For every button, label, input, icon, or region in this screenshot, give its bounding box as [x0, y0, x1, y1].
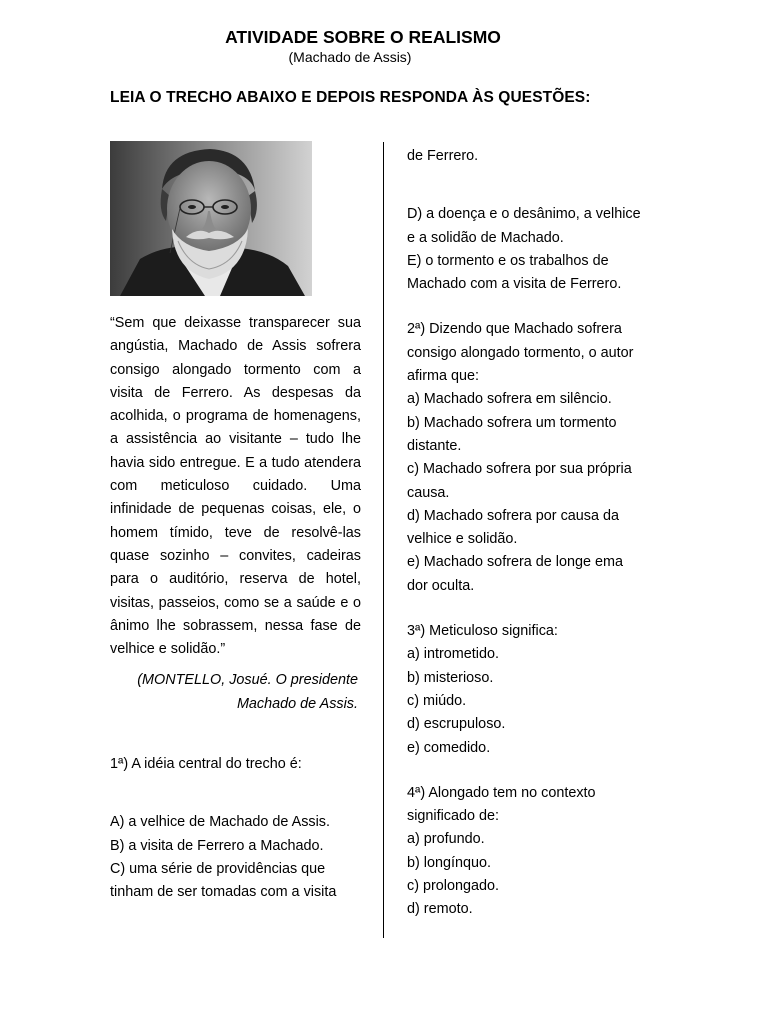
question-4: [407, 782, 667, 922]
worksheet-title: ATIVIDADE SOBRE O REALISMO: [225, 27, 501, 47]
question-3: [407, 620, 667, 760]
option-a: a) profundo.: [407, 831, 485, 848]
right-column: [407, 145, 667, 922]
question-4-prompt: significado de:: [407, 808, 500, 825]
option-a: a) Machado sofrera em silêncio.: [407, 391, 612, 408]
question-3-prompt: 3ª) Meticuloso significa:: [407, 623, 558, 640]
option-e: E) o tormento e os trabalhos de: [407, 252, 609, 269]
portrait-photo: [110, 141, 312, 296]
option-e: e) comedido.: [407, 739, 491, 756]
instruction-heading: LEIA O TRECHO ABAIXO E DEPOIS RESPONDA ÀS QUESTÕES:: [110, 89, 591, 106]
option-d: d) Machado sofrera por causa da: [407, 507, 619, 524]
option-e-continued: dor oculta.: [407, 577, 475, 594]
question-2-prompt: afirma que:: [407, 368, 479, 385]
option-c-continued: tinham de ser tomadas com a visita: [110, 884, 337, 901]
option-b: b) Machado sofrera um tormento: [407, 414, 617, 431]
question-1-options-continued: [407, 203, 667, 296]
question-2: [407, 318, 667, 598]
question-1-prompt: 1ª) A idéia central do trecho é:: [110, 756, 302, 773]
question-2-prompt: 2ª) Dizendo que Machado sofrera: [407, 321, 622, 338]
option-d: d) remoto.: [407, 901, 473, 918]
option-e: e) Machado sofrera de longe ema: [407, 554, 623, 571]
option-a: A) a velhice de Machado de Assis.: [110, 814, 330, 831]
option-c: C) uma série de providências que: [110, 860, 326, 877]
option-c: c) Machado sofrera por sua própria: [407, 461, 632, 478]
option-e-continued: Machado com a visita de Ferrero.: [407, 276, 622, 293]
option-c-continued: causa.: [407, 484, 450, 501]
passage-text: “Sem que deixasse transparecer sua angústia, Machado de Assis sofrera consigo alongado tormento com a visita de Ferrero. As despesas da acolhida, o programa de homenagens, a assistência ao visitante – tudo lhe havia sido entregue. E a tudo atendera com meticuloso cuidado. Uma infinidade de pequenas coisas, ele, o homem tímido, teve de resolvê-las quase sozinho – convites, cadeiras para o auditório, reserva de hotel, visitas, passeios, como se a saúde e o ânimo lhe sobrassem, nessa fase de velhice e solidão.”: [110, 315, 361, 658]
column-divider: [383, 142, 384, 938]
option-a: a) intrometido.: [407, 646, 499, 663]
option-b-continued: distante.: [407, 437, 462, 454]
left-column: [110, 312, 361, 905]
option-d-continued: e a solidão de Machado.: [407, 229, 564, 246]
option-c: c) prolongado.: [407, 878, 500, 895]
question-1-options: [110, 811, 361, 904]
option-d: D) a doença e o desânimo, a velhice: [407, 206, 641, 223]
citation-line: Machado de Assis.: [236, 695, 358, 712]
option-b: b) longínquo.: [407, 854, 492, 871]
option-c: c) miúdo.: [407, 692, 467, 709]
option-b: B) a visita de Ferrero a Machado.: [110, 837, 324, 854]
question-4-prompt: 4ª) Alongado tem no contexto: [407, 784, 596, 801]
option-d-continued: velhice e solidão.: [407, 531, 518, 548]
option-b: b) misterioso.: [407, 669, 494, 686]
citation: [110, 669, 358, 716]
worksheet-subtitle: (Machado de Assis): [288, 49, 412, 65]
option-d: d) escrupuloso.: [407, 716, 506, 733]
question-2-prompt: consigo alongado tormento, o autor: [407, 344, 634, 361]
option-c-continued: de Ferrero.: [407, 148, 479, 164]
citation-line: (MONTELLO, Josué. O presidente: [137, 672, 358, 689]
